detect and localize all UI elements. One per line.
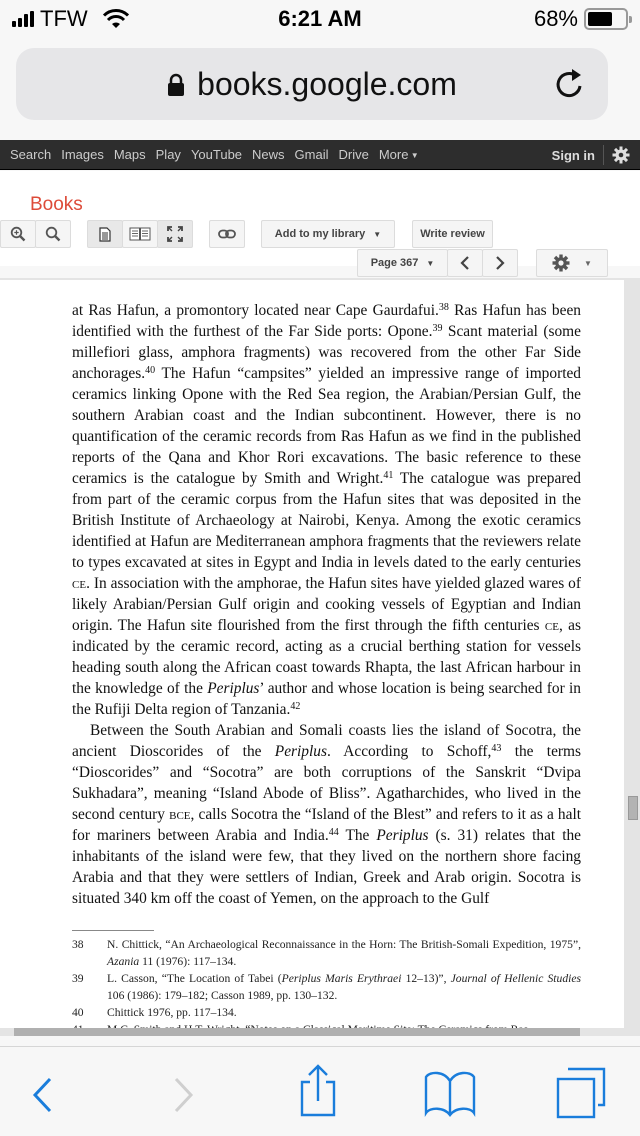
bookmarks-icon[interactable]: [424, 1067, 476, 1119]
text-run: 106 (1986): 179–182; Casson 1989, pp. 130–132.: [107, 989, 338, 1002]
google-nav-search[interactable]: Search: [10, 147, 52, 162]
safari-toolbar: [0, 1046, 640, 1136]
text-run: 12–13)”,: [401, 972, 451, 985]
settings-gear-icon[interactable]: [612, 146, 630, 164]
google-nav-more[interactable]: More ▼: [378, 147, 419, 162]
zoom-out-icon: [45, 226, 61, 242]
google-nav-drive[interactable]: Drive: [338, 147, 369, 162]
footnote-ref: 42: [290, 701, 301, 712]
footnote-ref: 43: [491, 743, 502, 754]
previous-page-button[interactable]: [447, 249, 483, 277]
text-run: Ras Hafun has been identified with the furthest of the Far Side ports: Opone.: [72, 302, 581, 340]
status-bar: [0, 0, 640, 40]
two-page-icon: [129, 227, 151, 241]
small-caps-text: bce: [169, 806, 191, 823]
footnote-ref: 41: [383, 470, 394, 481]
dropdown-caret-icon: ▼: [584, 258, 592, 268]
italic-text: Periplus: [207, 680, 260, 697]
footnote-ref: 39: [432, 323, 443, 334]
battery-icon: [584, 8, 628, 30]
text-run: Scant material (some millefiori glass, amphora fragments) was recovered from the other Far Side anchorages.: [72, 323, 581, 382]
footnote-text: [107, 936, 581, 970]
divider: [603, 145, 604, 165]
footnote: [72, 1004, 581, 1021]
google-nav-images[interactable]: Images: [61, 147, 104, 162]
two-page-view-button[interactable]: [122, 220, 158, 248]
horizontal-scrollbar[interactable]: [0, 1028, 640, 1036]
text-run: The: [338, 827, 377, 844]
footnote: [72, 970, 581, 1004]
dropdown-caret-icon: ▼: [408, 151, 419, 161]
forward-icon[interactable]: [170, 1075, 196, 1115]
text-run: Between the South Arabian and Somali coasts lies the island of Socotra, the ancient Dioscorides of the: [72, 722, 581, 760]
italic-text: Journal of Hellenic Studies: [450, 972, 582, 985]
google-nav-youtube[interactable]: YouTube: [190, 147, 243, 162]
url-text[interactable]: books.google.com: [197, 66, 457, 102]
share-icon[interactable]: [298, 1063, 338, 1119]
text-run: The catalogue was prepared from part of the ceramic corpus from the Hafun sites that was deposited in the British Institute of Archaeology at Nairobi, Kenya. Among the exotic ceramics identified at Hafun are Mediterranean amphora fragments that the reviewers relate to types excavated at sites in Egypt and India in levels dated to the early centuries: [72, 470, 581, 571]
text-run: , calls Socotra the “Island of the Blest” and refers to it as a halt for mariners between Arabia and India.: [72, 806, 581, 844]
page-selector[interactable]: [357, 249, 448, 277]
footnote-number: 40: [72, 1006, 84, 1019]
page-selector-label: Page 367: [370, 257, 419, 269]
clock: 6:21 AM: [278, 6, 362, 31]
paragraph: [72, 300, 581, 720]
add-to-library-label: Add to my library: [274, 228, 366, 240]
google-nav-gmail[interactable]: Gmail: [294, 147, 329, 162]
fullscreen-button[interactable]: [157, 220, 193, 248]
text-run: The Hafun “campsites” yielded an impressive range of imported ceramics linking Opone with the Red Sea region, the Arabian/Persian Gulf, the southern Arabian coast and the Indian subcontinent. However, there is no quantification of the ceramic records from Ras Hafun as we find in the published reports of the Qana and Khor Rori excavations. The basic reference to these ceramics is the catalogue by Smith and Wright.: [72, 365, 581, 487]
battery-percent: 68%: [533, 6, 578, 31]
google-nav-news[interactable]: News: [252, 147, 285, 162]
book-page: [0, 280, 624, 1028]
footnote-ref: 40: [145, 365, 156, 376]
text-run: L. Casson, “The Location of Tabei (: [107, 972, 282, 985]
footnote: [72, 936, 581, 970]
italic-text: Periplus Maris Erythraei: [281, 972, 402, 985]
text-run: the terms “Dioscorides” and “Socotra” are both corruptions of the Sanskrit “Dvipa Sukhadara”, meaning “Island Abode of Bliss”. Agatharchides, who lived in the second century: [72, 743, 581, 823]
text-run: ’ author and whose location is being searched for in the Rufiji Delta region of Tanzania.: [72, 680, 581, 718]
sign-in-link[interactable]: Sign in: [551, 147, 595, 163]
zoom-out-button[interactable]: [35, 220, 71, 248]
text-run: 11 (1976): 117–134.: [139, 955, 237, 968]
vertical-scrollbar-thumb[interactable]: [628, 796, 638, 820]
paragraph: [72, 720, 581, 909]
book-viewer[interactable]: [0, 278, 640, 1036]
dropdown-caret-icon: ▼: [373, 229, 382, 239]
google-nav-maps[interactable]: Maps: [113, 147, 146, 162]
zoom-in-button[interactable]: [0, 220, 36, 248]
text-run: . In association with the amphorae, the Hafun sites have yielded glazed wares of likely Arabian/Persian Gulf origin and cooking vessels of Egyptian and Indian origin. The Hafun site flourished from the first through the fifth centuries: [72, 575, 581, 634]
chevron-right-icon: [495, 256, 505, 270]
small-caps-text: ce: [544, 617, 559, 634]
footnote-text: [107, 1004, 581, 1021]
dropdown-caret-icon: ▼: [426, 258, 435, 268]
write-review-button[interactable]: [412, 220, 493, 248]
chevron-left-icon: [460, 256, 470, 270]
text-run: Chittick 1976, pp. 117–134.: [107, 1006, 237, 1019]
fullscreen-icon: [167, 226, 183, 242]
books-logo[interactable]: Books: [30, 194, 83, 215]
text-run: N. Chittick, “An Archaeological Reconnaissance in the Horn: The British-Somali Expedition, 1975”,: [107, 938, 581, 951]
italic-text: Periplus: [274, 743, 327, 760]
footnote-rule: [72, 930, 154, 931]
single-page-icon: [99, 227, 111, 242]
single-page-view-button[interactable]: [87, 220, 123, 248]
next-page-button[interactable]: [482, 249, 518, 277]
lock-icon: [167, 73, 185, 97]
carrier-name: TFW: [40, 6, 88, 31]
italic-text: Azania: [107, 955, 140, 968]
footnote-text: [107, 970, 581, 1004]
write-review-label: Write review: [420, 228, 485, 240]
page-body-text: [72, 300, 581, 909]
footnotes: [72, 936, 581, 1038]
link-button[interactable]: [209, 220, 245, 248]
tabs-icon[interactable]: [556, 1067, 608, 1119]
google-nav-bar: [0, 140, 640, 170]
text-run: , as indicated by the ceramic record, acting as a crucial berthing station for vessels heading south along the African coast towards Rhapta, the last African harbour in the knowledge of the: [72, 617, 581, 697]
zoom-in-icon: [10, 226, 26, 242]
text-run: . According to Schoff,: [326, 743, 492, 760]
back-icon[interactable]: [30, 1075, 56, 1115]
link-icon: [218, 229, 236, 239]
text-run: at Ras Hafun, a promontory located near Cape Gaurdafui.: [72, 302, 439, 319]
footnote-number: 38: [72, 938, 84, 951]
view-settings-button[interactable]: [536, 249, 608, 277]
add-to-library-button[interactable]: [261, 220, 395, 248]
footnote-ref: 38: [438, 302, 449, 313]
gear-icon: [552, 254, 570, 272]
footnote-ref: 44: [328, 827, 339, 838]
address-bar[interactable]: [16, 48, 608, 120]
small-caps-text: ce: [72, 575, 87, 592]
google-nav-play[interactable]: Play: [155, 147, 181, 162]
text-run: (s. 31) relates that the inhabitants of the island were few, that they lived on the northern shore facing Arabia and that they were settlers of Indian, Greek and Arab origin. Socotra is situated 340 km off the coast of Yemen, on the approach to the Gulf: [72, 827, 581, 907]
reload-icon[interactable]: [552, 66, 586, 102]
footnote-number: 39: [72, 972, 84, 985]
horizontal-scrollbar-thumb[interactable]: [14, 1028, 580, 1036]
italic-text: Periplus: [376, 827, 429, 844]
